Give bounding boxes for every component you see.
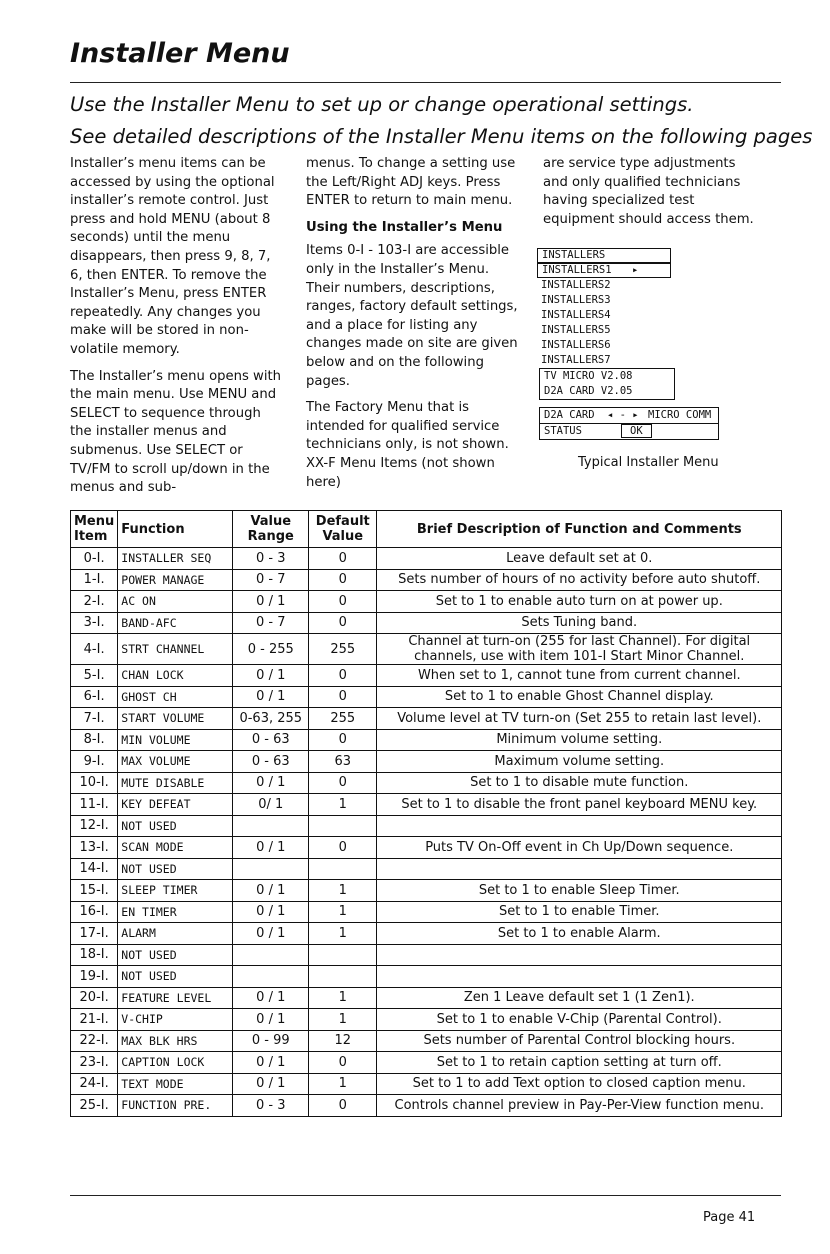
cell-value-range: 0 / 1 — [233, 1052, 309, 1074]
installer-menu-table — [70, 510, 782, 1117]
cell-menu-item: 12-I. — [71, 815, 118, 837]
cell-menu-item: 0-I. — [71, 548, 118, 570]
table-row — [71, 729, 782, 751]
cell-default-value: 0 — [309, 686, 377, 708]
column-3 — [543, 155, 758, 237]
table-row — [71, 751, 782, 773]
table-row — [71, 794, 782, 816]
figure-caption: Typical Installer Menu — [578, 455, 719, 470]
cell-default-value: 1 — [309, 1073, 377, 1095]
cell-description: Volume level at TV turn-on (Set 255 to retain last level). — [377, 708, 782, 730]
cell-description — [377, 966, 782, 988]
cell-function: CAPTION LOCK — [118, 1052, 233, 1074]
header-value-range: Value Range — [233, 511, 309, 548]
cell-default-value: 1 — [309, 1009, 377, 1031]
cell-description: Set to 1 to disable the front panel keyboard MENU key. — [377, 794, 782, 816]
menu-line-installers: INSTALLERS — [537, 248, 671, 263]
version-box — [539, 368, 675, 400]
title-divider — [70, 82, 781, 83]
table-row — [71, 815, 782, 837]
cell-menu-item: 14-I. — [71, 858, 118, 880]
cell-default-value: 255 — [309, 708, 377, 730]
cell-description: Set to 1 to add Text option to closed caption menu. — [377, 1073, 782, 1095]
table-row — [71, 858, 782, 880]
cell-value-range — [233, 944, 309, 966]
cell-value-range: 0 / 1 — [233, 772, 309, 794]
cell-description: Leave default set at 0. — [377, 548, 782, 570]
cell-function: INSTALLER SEQ — [118, 548, 233, 570]
cell-menu-item: 13-I. — [71, 837, 118, 859]
cell-default-value: 0 — [309, 729, 377, 751]
cell-description: When set to 1, cannot tune from current channel. — [377, 665, 782, 687]
cell-default-value: 1 — [309, 880, 377, 902]
cell-menu-item: 11-I. — [71, 794, 118, 816]
cell-description: Sets number of Parental Control blocking hours. — [377, 1030, 782, 1052]
cell-menu-item: 9-I. — [71, 751, 118, 773]
menu-line-installers5: INSTALLERS5 — [541, 324, 611, 336]
cell-function: TEXT MODE — [118, 1073, 233, 1095]
cell-value-range — [233, 858, 309, 880]
col3-paragraph-1: are service type adjustments and only qualified technicians having specialized test equipment should access them. — [543, 156, 754, 227]
cell-default-value — [309, 944, 377, 966]
cell-default-value — [309, 858, 377, 880]
cell-menu-item: 6-I. — [71, 686, 118, 708]
menu-line-installers3: INSTALLERS3 — [541, 294, 611, 306]
cell-menu-item: 7-I. — [71, 708, 118, 730]
cell-description: Sets Tuning band. — [377, 612, 782, 634]
cell-description: Sets number of hours of no activity before auto shutoff. — [377, 569, 782, 591]
subtitle-line-1: Use the Installer Menu to set up or change operational settings. — [70, 93, 694, 116]
cell-description: Controls channel preview in Pay-Per-View function menu. — [377, 1095, 782, 1117]
cell-function: SLEEP TIMER — [118, 880, 233, 902]
cell-function: MAX VOLUME — [118, 751, 233, 773]
cell-function: START VOLUME — [118, 708, 233, 730]
cell-function: STRT CHANNEL — [118, 634, 233, 665]
cell-description: Set to 1 to disable mute function. — [377, 772, 782, 794]
table-row — [71, 634, 782, 665]
table-row — [71, 1030, 782, 1052]
cell-default-value: 255 — [309, 634, 377, 665]
header-function: Function — [118, 511, 233, 548]
cell-menu-item: 25-I. — [71, 1095, 118, 1117]
cell-value-range: 0 - 63 — [233, 729, 309, 751]
cell-function: FUNCTION PRE. — [118, 1095, 233, 1117]
cell-function: ALARM — [118, 923, 233, 945]
col2-paragraph-1: menus. To change a setting use the Left/Right ADJ keys. Press ENTER to return to main menu. — [306, 156, 516, 209]
cell-description — [377, 858, 782, 880]
d2a-box — [539, 407, 719, 440]
cell-function: GHOST CH — [118, 686, 233, 708]
table-row — [71, 1073, 782, 1095]
cell-value-range: 0/ 1 — [233, 794, 309, 816]
table-row — [71, 1009, 782, 1031]
cell-menu-item: 17-I. — [71, 923, 118, 945]
cell-function: BAND-AFC — [118, 612, 233, 634]
table-header-row — [71, 511, 782, 548]
cell-value-range: 0 - 99 — [233, 1030, 309, 1052]
tv-micro-version: TV MICRO V2.08 — [544, 370, 633, 382]
cell-value-range: 0-63, 255 — [233, 708, 309, 730]
cell-default-value: 0 — [309, 612, 377, 634]
cell-menu-item: 5-I. — [71, 665, 118, 687]
table-row — [71, 837, 782, 859]
d2a-card-version: D2A CARD V2.05 — [544, 385, 633, 397]
cell-menu-item: 22-I. — [71, 1030, 118, 1052]
footer-divider — [70, 1195, 781, 1196]
cell-function: SCAN MODE — [118, 837, 233, 859]
cell-default-value: 0 — [309, 1095, 377, 1117]
table-row — [71, 548, 782, 570]
table-row — [71, 1052, 782, 1074]
cell-description: Set to 1 to enable Timer. — [377, 901, 782, 923]
cell-function: NOT USED — [118, 815, 233, 837]
cell-function: POWER MANAGE — [118, 569, 233, 591]
cell-value-range: 0 - 3 — [233, 1095, 309, 1117]
cell-default-value: 1 — [309, 794, 377, 816]
column-1 — [70, 155, 282, 506]
cell-value-range: 0 - 7 — [233, 612, 309, 634]
cell-default-value: 63 — [309, 751, 377, 773]
cell-description: Set to 1 to enable auto turn on at power up. — [377, 591, 782, 613]
cell-description: Minimum volume setting. — [377, 729, 782, 751]
cell-menu-item: 3-I. — [71, 612, 118, 634]
cell-function: AC ON — [118, 591, 233, 613]
d2a-row: D2A CARD ◂ - ▸ MICRO COMM — [544, 409, 712, 421]
cell-menu-item: 4-I. — [71, 634, 118, 665]
cell-value-range: 0 / 1 — [233, 686, 309, 708]
cell-value-range: 0 / 1 — [233, 923, 309, 945]
menu-line-installers1: INSTALLERS1 ▸ — [537, 263, 671, 278]
menu-line-installers7: INSTALLERS7 — [541, 354, 611, 366]
cell-default-value — [309, 815, 377, 837]
table-row — [71, 923, 782, 945]
cell-value-range: 0 - 3 — [233, 548, 309, 570]
cell-default-value: 1 — [309, 923, 377, 945]
ok-box: OK — [621, 424, 652, 438]
menu-line-installers2: INSTALLERS2 — [541, 279, 611, 291]
cell-default-value: 0 — [309, 665, 377, 687]
cell-function: MIN VOLUME — [118, 729, 233, 751]
cell-description: Channel at turn-on (255 for last Channel). For digital channels, use with item 101-I Start Minor Channel. — [377, 634, 782, 665]
cell-menu-item: 24-I. — [71, 1073, 118, 1095]
col2-paragraph-3: The Factory Menu that is intended for qualified service technicians only, is not shown. XX-F Menu Items (not shown here) — [306, 400, 509, 490]
cell-value-range: 0 / 1 — [233, 880, 309, 902]
header-menu-item: Menu Item — [71, 511, 118, 548]
cell-description: Set to 1 to enable V-Chip (Parental Control). — [377, 1009, 782, 1031]
cell-menu-item: 8-I. — [71, 729, 118, 751]
cell-function: KEY DEFEAT — [118, 794, 233, 816]
table-row — [71, 987, 782, 1009]
cell-function: NOT USED — [118, 944, 233, 966]
cell-menu-item: 21-I. — [71, 1009, 118, 1031]
cell-menu-item: 23-I. — [71, 1052, 118, 1074]
cell-description: Set to 1 to enable Ghost Channel display. — [377, 686, 782, 708]
cell-default-value: 0 — [309, 569, 377, 591]
table-row — [71, 1095, 782, 1117]
table-row — [71, 708, 782, 730]
cell-value-range: 0 / 1 — [233, 987, 309, 1009]
cell-description: Set to 1 to enable Sleep Timer. — [377, 880, 782, 902]
cell-menu-item: 19-I. — [71, 966, 118, 988]
status-row: STATUS OK — [540, 423, 718, 439]
table-row — [71, 665, 782, 687]
cell-menu-item: 20-I. — [71, 987, 118, 1009]
cell-value-range: 0 - 255 — [233, 634, 309, 665]
left-right-arrows-icon: ◂ - ▸ — [607, 409, 639, 421]
cell-menu-item: 18-I. — [71, 944, 118, 966]
cell-value-range: 0 - 7 — [233, 569, 309, 591]
cell-description: Set to 1 to retain caption setting at turn off. — [377, 1052, 782, 1074]
cell-default-value: 12 — [309, 1030, 377, 1052]
cell-function: NOT USED — [118, 966, 233, 988]
cell-function: MAX BLK HRS — [118, 1030, 233, 1052]
cell-menu-item: 2-I. — [71, 591, 118, 613]
subtitle-line-2: See detailed descriptions of the Installer Menu items on the following pages — [70, 125, 813, 148]
cell-description: Maximum volume setting. — [377, 751, 782, 773]
cell-default-value: 0 — [309, 548, 377, 570]
cell-value-range: 0 / 1 — [233, 1009, 309, 1031]
col2-heading: Using the Installer’s Menu — [306, 219, 503, 235]
col2-paragraph-2: Items 0-I - 103-I are accessible only in the Installer’s Menu. Their numbers, descriptions, ranges, factory default settings, and a place for listing any changes made on site are given below and on the following pages. — [306, 243, 518, 389]
table-row — [71, 569, 782, 591]
cell-menu-item: 10-I. — [71, 772, 118, 794]
cell-value-range: 0 / 1 — [233, 591, 309, 613]
table-row — [71, 686, 782, 708]
column-2 — [306, 155, 524, 500]
header-description: Brief Description of Function and Comments — [377, 511, 782, 548]
cell-description — [377, 944, 782, 966]
cell-function: V-CHIP — [118, 1009, 233, 1031]
right-arrow-icon: ▸ — [632, 264, 639, 276]
cell-default-value: 0 — [309, 837, 377, 859]
cell-function: MUTE DISABLE — [118, 772, 233, 794]
installer-menu-figure — [537, 248, 753, 440]
cell-description: Puts TV On-Off event in Ch Up/Down sequence. — [377, 837, 782, 859]
header-default-value: Default Value — [309, 511, 377, 548]
cell-default-value: 0 — [309, 1052, 377, 1074]
cell-function: EN TIMER — [118, 901, 233, 923]
cell-value-range: 0 / 1 — [233, 1073, 309, 1095]
page-title: Installer Menu — [70, 38, 290, 69]
cell-menu-item: 15-I. — [71, 880, 118, 902]
cell-function: CHAN LOCK — [118, 665, 233, 687]
cell-default-value: 0 — [309, 772, 377, 794]
col1-paragraph-1: Installer’s menu items can be accessed by using the optional installer’s remote control. Just press and hold MENU (about 8 seconds) until the menu disappears, then press 9, 8, 7, 6, then ENTER. To remove the Installer’s Menu, press ENTER repeatedly. Any changes you make will be stored in non-volatile memory. — [70, 156, 275, 357]
table-row — [71, 772, 782, 794]
cell-value-range: 0 / 1 — [233, 665, 309, 687]
col1-paragraph-2: The Installer’s menu opens with the main menu. Use MENU and SELECT to sequence through the installer menus and submenus. Use SELECT or TV/FM to scroll up/down in the menus and sub- — [70, 368, 282, 496]
table-row — [71, 612, 782, 634]
cell-description — [377, 815, 782, 837]
cell-value-range — [233, 966, 309, 988]
cell-default-value: 1 — [309, 987, 377, 1009]
table-row — [71, 591, 782, 613]
cell-value-range — [233, 815, 309, 837]
cell-description: Set to 1 to enable Alarm. — [377, 923, 782, 945]
cell-default-value: 1 — [309, 901, 377, 923]
cell-description: Zen 1 Leave default set 1 (1 Zen1). — [377, 987, 782, 1009]
cell-value-range: 0 / 1 — [233, 901, 309, 923]
page-number: Page 41 — [703, 1210, 756, 1225]
cell-value-range: 0 / 1 — [233, 837, 309, 859]
cell-value-range: 0 - 63 — [233, 751, 309, 773]
cell-function: NOT USED — [118, 858, 233, 880]
cell-menu-item: 1-I. — [71, 569, 118, 591]
table-row — [71, 901, 782, 923]
cell-default-value: 0 — [309, 591, 377, 613]
menu-line-installers6: INSTALLERS6 — [541, 339, 611, 351]
cell-default-value — [309, 966, 377, 988]
table-row — [71, 880, 782, 902]
cell-function: FEATURE LEVEL — [118, 987, 233, 1009]
menu-line-installers4: INSTALLERS4 — [541, 309, 611, 321]
table-row — [71, 966, 782, 988]
table-row — [71, 944, 782, 966]
cell-menu-item: 16-I. — [71, 901, 118, 923]
